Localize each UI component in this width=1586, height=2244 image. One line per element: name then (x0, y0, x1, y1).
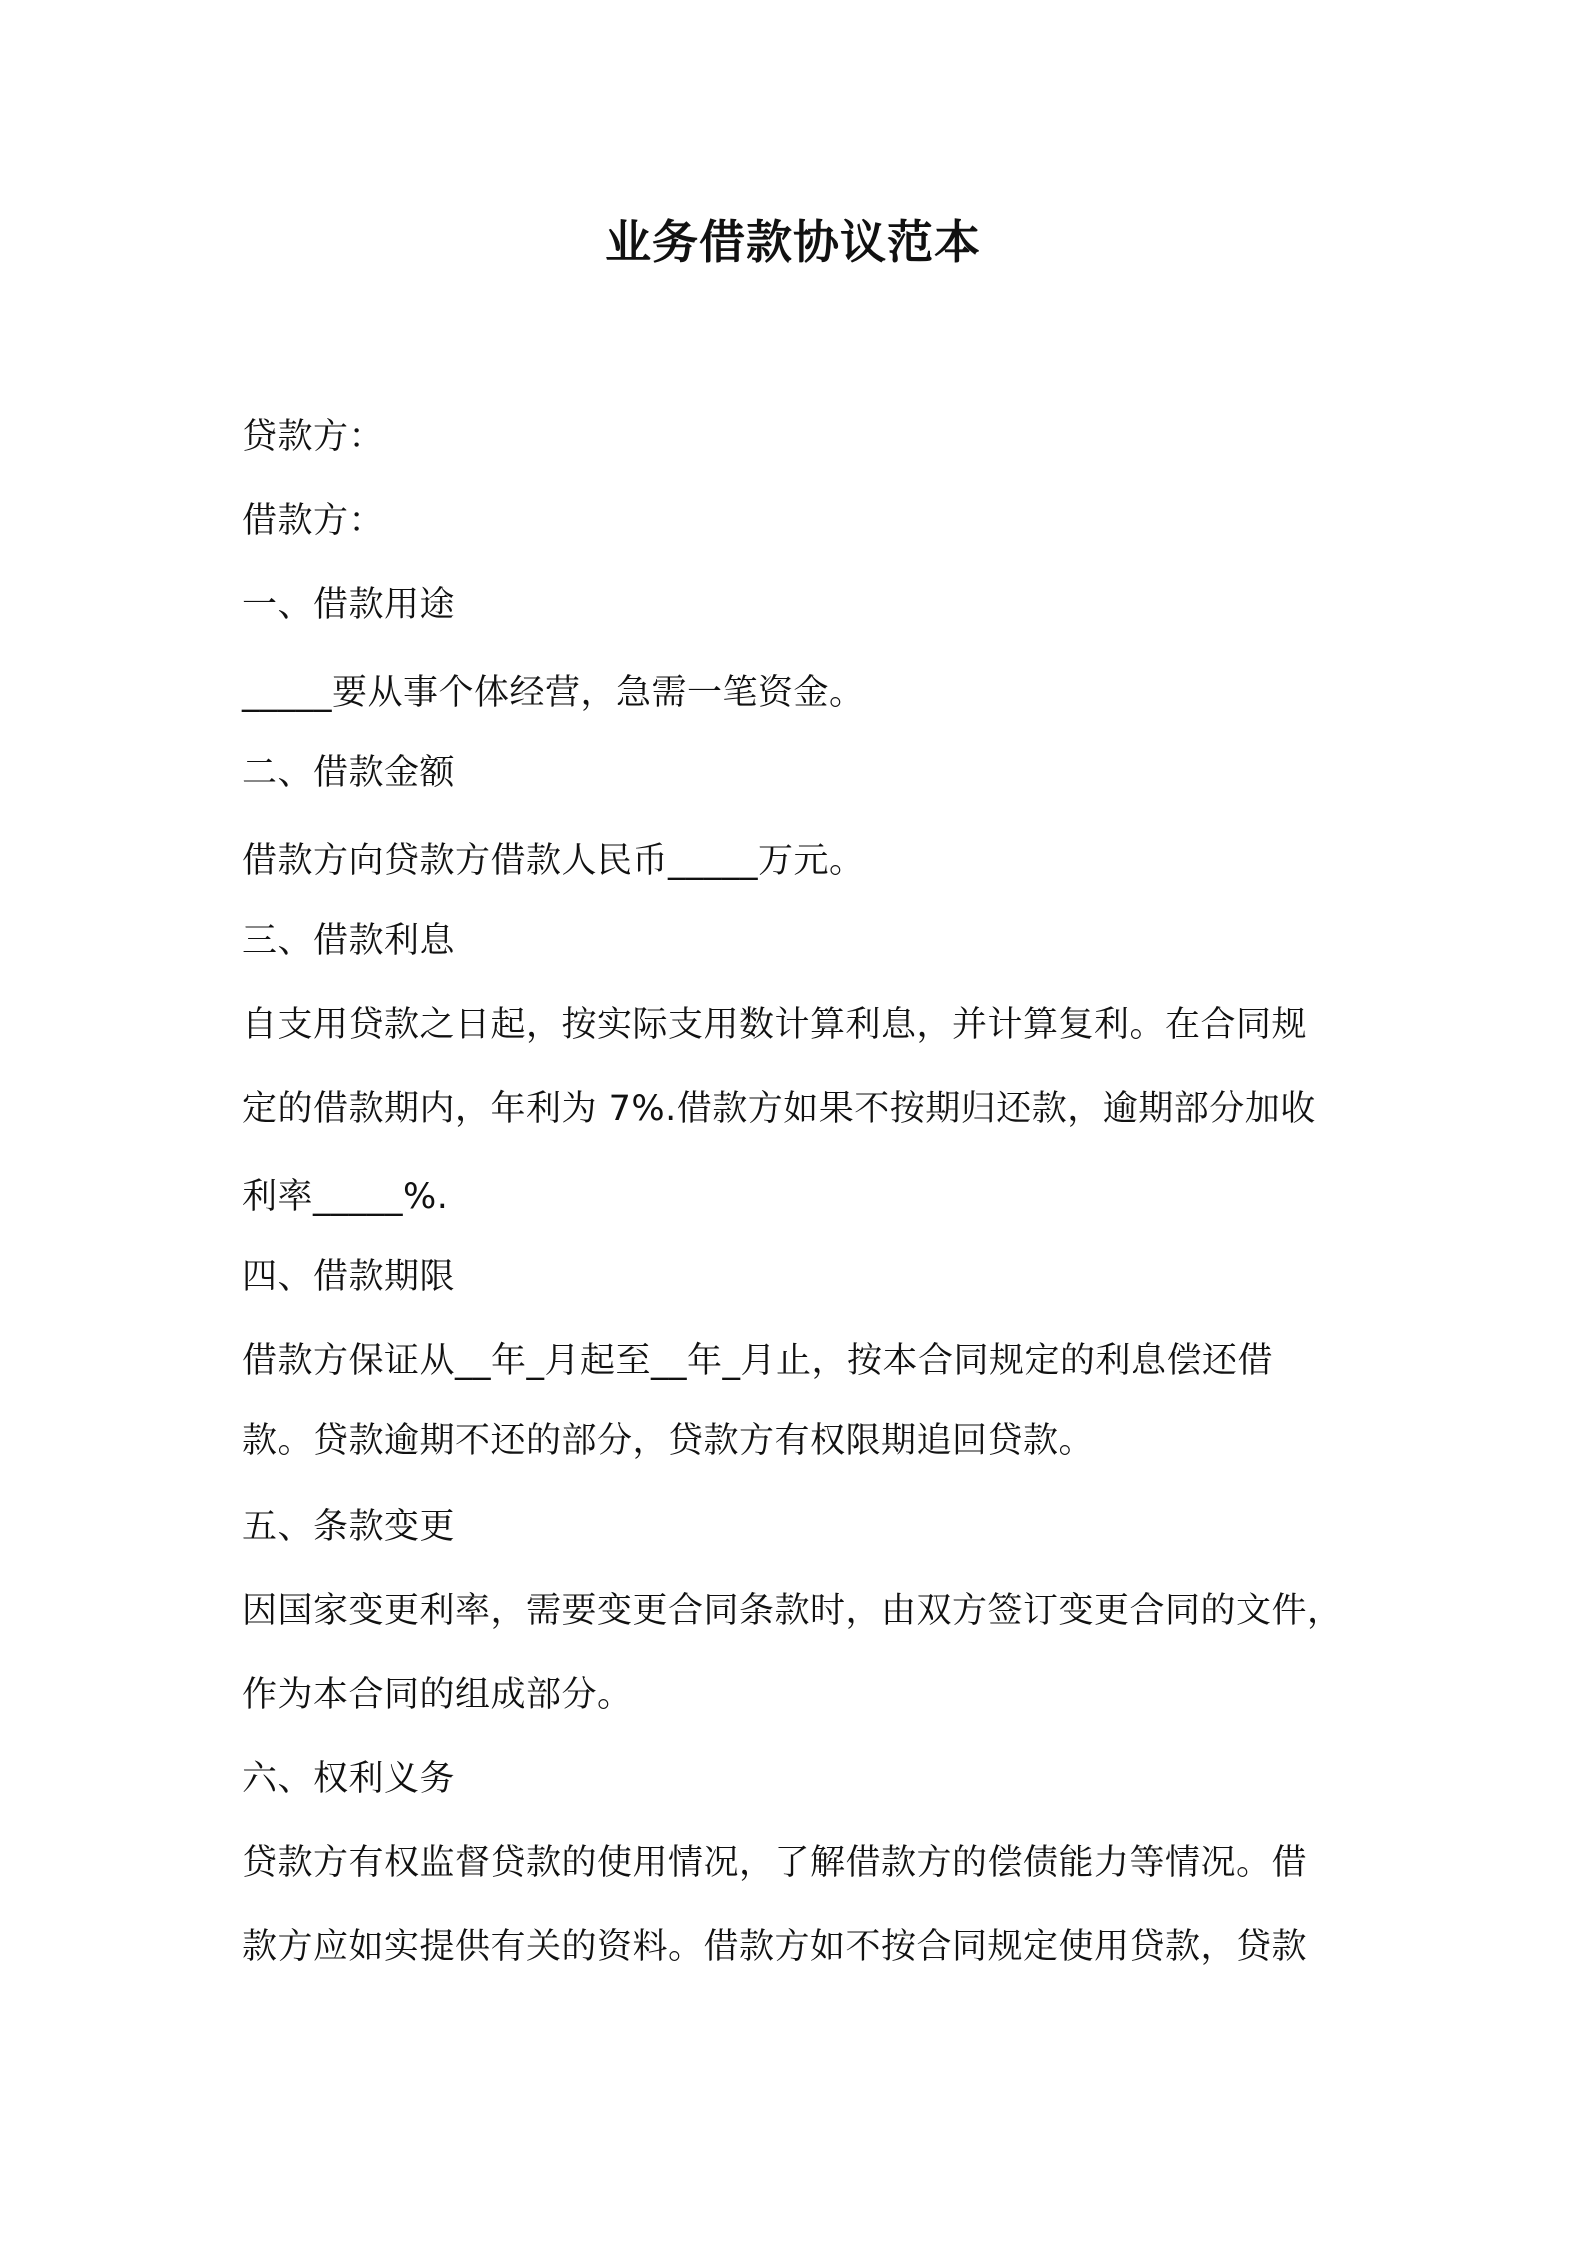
paragraph-rights-line-1: 贷款方有权监督贷款的使用情况，了解借款方的偿债能力等情况。借 (242, 1843, 1308, 1883)
document-title: 业务借款协议范本 (605, 215, 981, 269)
paragraph-term-line-1: 借款方保证从__年_月起至__年_月止，按本合同规定的利息偿还借 (242, 1341, 1274, 1381)
paragraph-term-line-2: 款。贷款逾期不还的部分，贷款方有权限期追回贷款。 (242, 1421, 1095, 1461)
paragraph-changes-line-2: 作为本合同的组成部分。 (242, 1675, 633, 1715)
paragraph-interest-line-1: 自支用贷款之日起，按实际支用数计算利息，并计算复利。在合同规 (242, 1005, 1308, 1045)
paragraph-interest-line-2: 定的借款期内，年利为 7%.借款方如果不按期归还款，逾期部分加收 (242, 1089, 1316, 1129)
section-heading-changes: 五、条款变更 (242, 1507, 456, 1547)
paragraph-amount-line-1: 借款方向贷款方借款人民币_____万元。 (242, 841, 865, 881)
section-heading-amount: 二、借款金额 (242, 753, 456, 793)
section-heading-rights: 六、权利义务 (242, 1759, 456, 1799)
section-heading-term: 四、借款期限 (242, 1257, 456, 1297)
paragraph-purpose-line-1: _____要从事个体经营，急需一笔资金。 (242, 673, 865, 713)
paragraph-rights-line-2: 款方应如实提供有关的资料。借款方如不按合同规定使用贷款，贷款 (242, 1927, 1308, 1967)
paragraph-interest-line-3: 利率_____%. (242, 1177, 449, 1217)
section-heading-purpose: 一、借款用途 (242, 585, 456, 625)
borrower-label: 借款方： (242, 501, 385, 541)
lender-label: 贷款方： (242, 417, 385, 457)
section-heading-interest: 三、借款利息 (242, 921, 456, 961)
paragraph-changes-line-1: 因国家变更利率，需要变更合同条款时，由双方签订变更合同的文件， (242, 1591, 1343, 1631)
